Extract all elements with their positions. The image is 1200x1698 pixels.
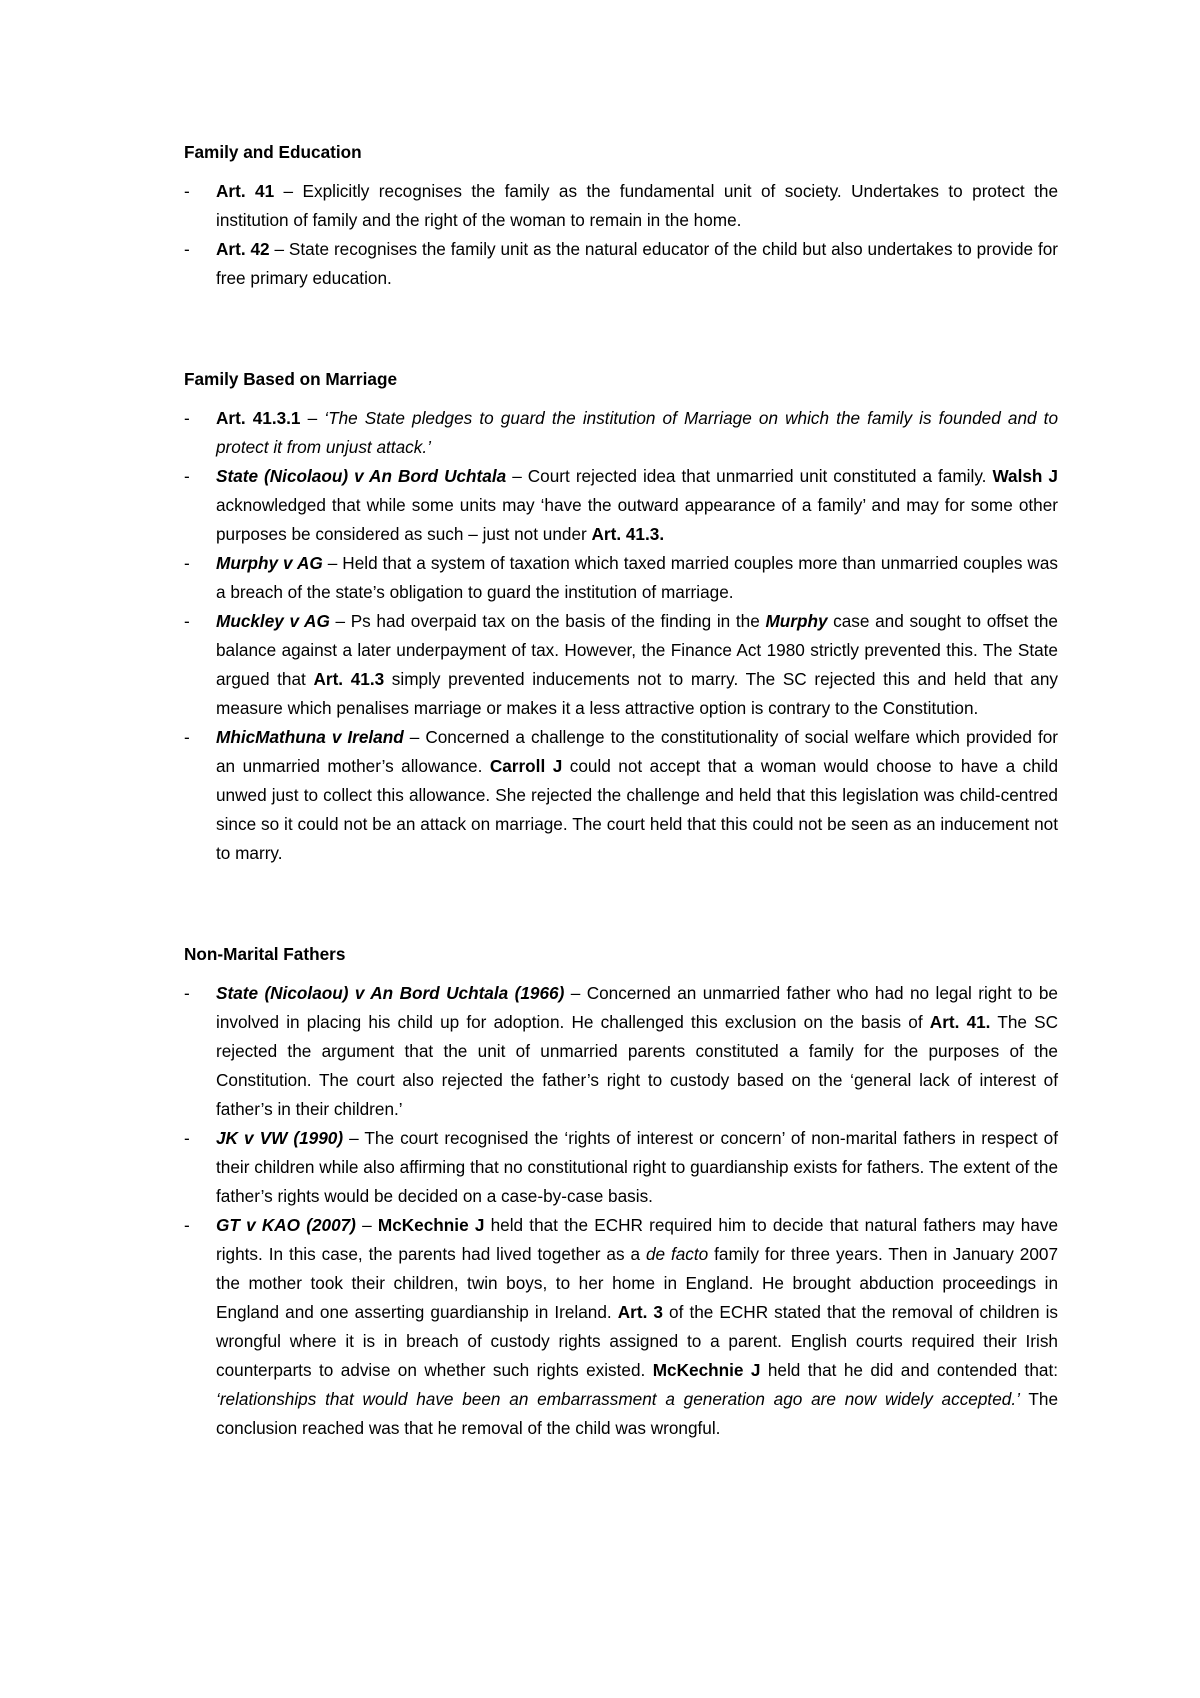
list-item bbox=[184, 979, 1058, 1124]
body-text: held that he did and contended that: bbox=[760, 1360, 1058, 1380]
body-text: The SC rejected the argument that the unit of unmarried parents constituted a family for the purposes of the Constitution. The court also rejected the father’s right to custody based on the ‘general lack of interest of father’s in their children.’ bbox=[216, 1012, 1058, 1119]
body-text: – Ps had overpaid tax on the basis of the finding in the bbox=[329, 611, 766, 631]
italic-text: de facto bbox=[645, 1244, 709, 1264]
list-item bbox=[184, 462, 1058, 549]
bullet-list bbox=[184, 177, 1058, 293]
list-item bbox=[184, 723, 1058, 868]
body-text: simply prevented inducements not to marry. The SC rejected this and held that any measure which penalises marriage or makes it a less attractive option is contrary to the Constitution. bbox=[216, 669, 1058, 718]
list-item bbox=[184, 177, 1058, 235]
case-name: Murphy v AG bbox=[216, 553, 323, 573]
section-spacer bbox=[184, 868, 1058, 940]
italic-text: ‘relationships that would have been an embarrassment a generation ago are now widely accepted.’ bbox=[216, 1389, 1020, 1409]
body-text: of the ECHR stated that the removal of children is wrongful where it is in breach of custody rights assigned to a parent. English courts required their Irish counterparts to advise on whether such rights existed. bbox=[216, 1302, 1058, 1380]
bold-text: Art. 41 bbox=[216, 181, 275, 201]
bold-text: Carroll J bbox=[489, 756, 563, 776]
body-text: The conclusion reached was that he removal of the child was wrongful. bbox=[216, 1389, 1059, 1438]
bullet-list bbox=[184, 404, 1058, 868]
case-name: JK v VW (1990) bbox=[216, 1128, 344, 1148]
body-text: – Concerned a challenge to the constitutionality of social welfare which provided for an unmarried mother’s allowance. bbox=[216, 727, 1058, 776]
body-text: – bbox=[355, 1215, 378, 1235]
section-heading: Family Based on Marriage bbox=[184, 369, 398, 389]
case-name: MhicMathuna v Ireland bbox=[216, 727, 404, 747]
body-text: – bbox=[300, 408, 325, 428]
bold-text: Art. 41.3 bbox=[313, 669, 385, 689]
italic-text: ‘The State pledges to guard the institution of Marriage on which the family is founded and to protect it from unjust attack.’ bbox=[216, 408, 1059, 457]
bold-text: McKechnie J bbox=[377, 1215, 485, 1235]
body-text: family for three years. Then in January 2007 the mother took their children, twin boys, to her home in England. He brought abduction proceedings in England and one asserting guardianship in Ireland. bbox=[216, 1244, 1059, 1322]
bold-text: Art. 41.3.1 bbox=[216, 408, 301, 428]
section-heading: Non-Marital Fathers bbox=[184, 944, 346, 964]
body-text: acknowledged that while some units may ‘have the outward appearance of a family’ and may for some other purposes be considered as such – just not under bbox=[216, 495, 1058, 544]
case-name: GT v KAO (2007) bbox=[216, 1215, 356, 1235]
list-item bbox=[184, 235, 1058, 293]
list-item bbox=[184, 1211, 1058, 1443]
bold-text: Art. 41.3. bbox=[591, 524, 665, 544]
body-text: could not accept that a woman would choose to have a child unwed just to collect this allowance. She rejected the challenge and held that this legislation was child-centred since so it could not be an attack on marriage. The court held that this could not be seen as an inducement not to marry. bbox=[216, 756, 1059, 863]
section-heading: Family and Education bbox=[184, 142, 362, 162]
bold-text: Art. 42 bbox=[216, 239, 270, 259]
case-name: Muckley v AG bbox=[216, 611, 330, 631]
bullet-list bbox=[184, 979, 1058, 1443]
bold-text: McKechnie J bbox=[652, 1360, 761, 1380]
body-text: – Court rejected idea that unmarried unit constituted a family. bbox=[506, 466, 993, 486]
body-text: – Concerned an unmarried father who had no legal right to be involved in placing his child up for adoption. He challenged this exclusion on the basis of bbox=[216, 983, 1058, 1032]
body-text: case and sought to offset the balance against a later underpayment of tax. However, the Finance Act 1980 strictly prevented this. The State argued that bbox=[216, 611, 1058, 689]
list-item bbox=[184, 1124, 1058, 1211]
section-spacer bbox=[184, 293, 1058, 365]
case-name: State (Nicolaou) v An Bord Uchtala bbox=[216, 466, 507, 486]
case-name: State (Nicolaou) v An Bord Uchtala (1966) bbox=[216, 983, 565, 1003]
bold-text: Art. 3 bbox=[617, 1302, 663, 1322]
bold-text: Walsh J bbox=[992, 466, 1058, 486]
list-item bbox=[184, 549, 1058, 607]
body-text: – Explicitly recognises the family as the fundamental unit of society. Undertakes to protect the institution of family and the right of the woman to remain in the home. bbox=[216, 181, 1058, 230]
body-text: – State recognises the family unit as the natural educator of the child but also undertakes to provide for free primary education. bbox=[216, 239, 1058, 288]
bold-text: Art. 41. bbox=[929, 1012, 991, 1032]
body-text: held that the ECHR required him to decide that natural fathers may have rights. In this case, the parents had lived together as a bbox=[216, 1215, 1059, 1264]
list-item bbox=[184, 607, 1058, 723]
case-name: Murphy bbox=[765, 611, 828, 631]
body-text: – The court recognised the ‘rights of interest or concern’ of non-marital fathers in respect of their children while also affirming that no constitutional right to guardianship exists for fathers. The extent of the father’s rights would be decided on a case-by-case basis. bbox=[216, 1128, 1058, 1206]
document-body bbox=[184, 138, 1058, 1443]
list-item bbox=[184, 404, 1058, 462]
body-text: – Held that a system of taxation which taxed married couples more than unmarried couples was a breach of the state’s obligation to guard the institution of marriage. bbox=[216, 553, 1058, 602]
